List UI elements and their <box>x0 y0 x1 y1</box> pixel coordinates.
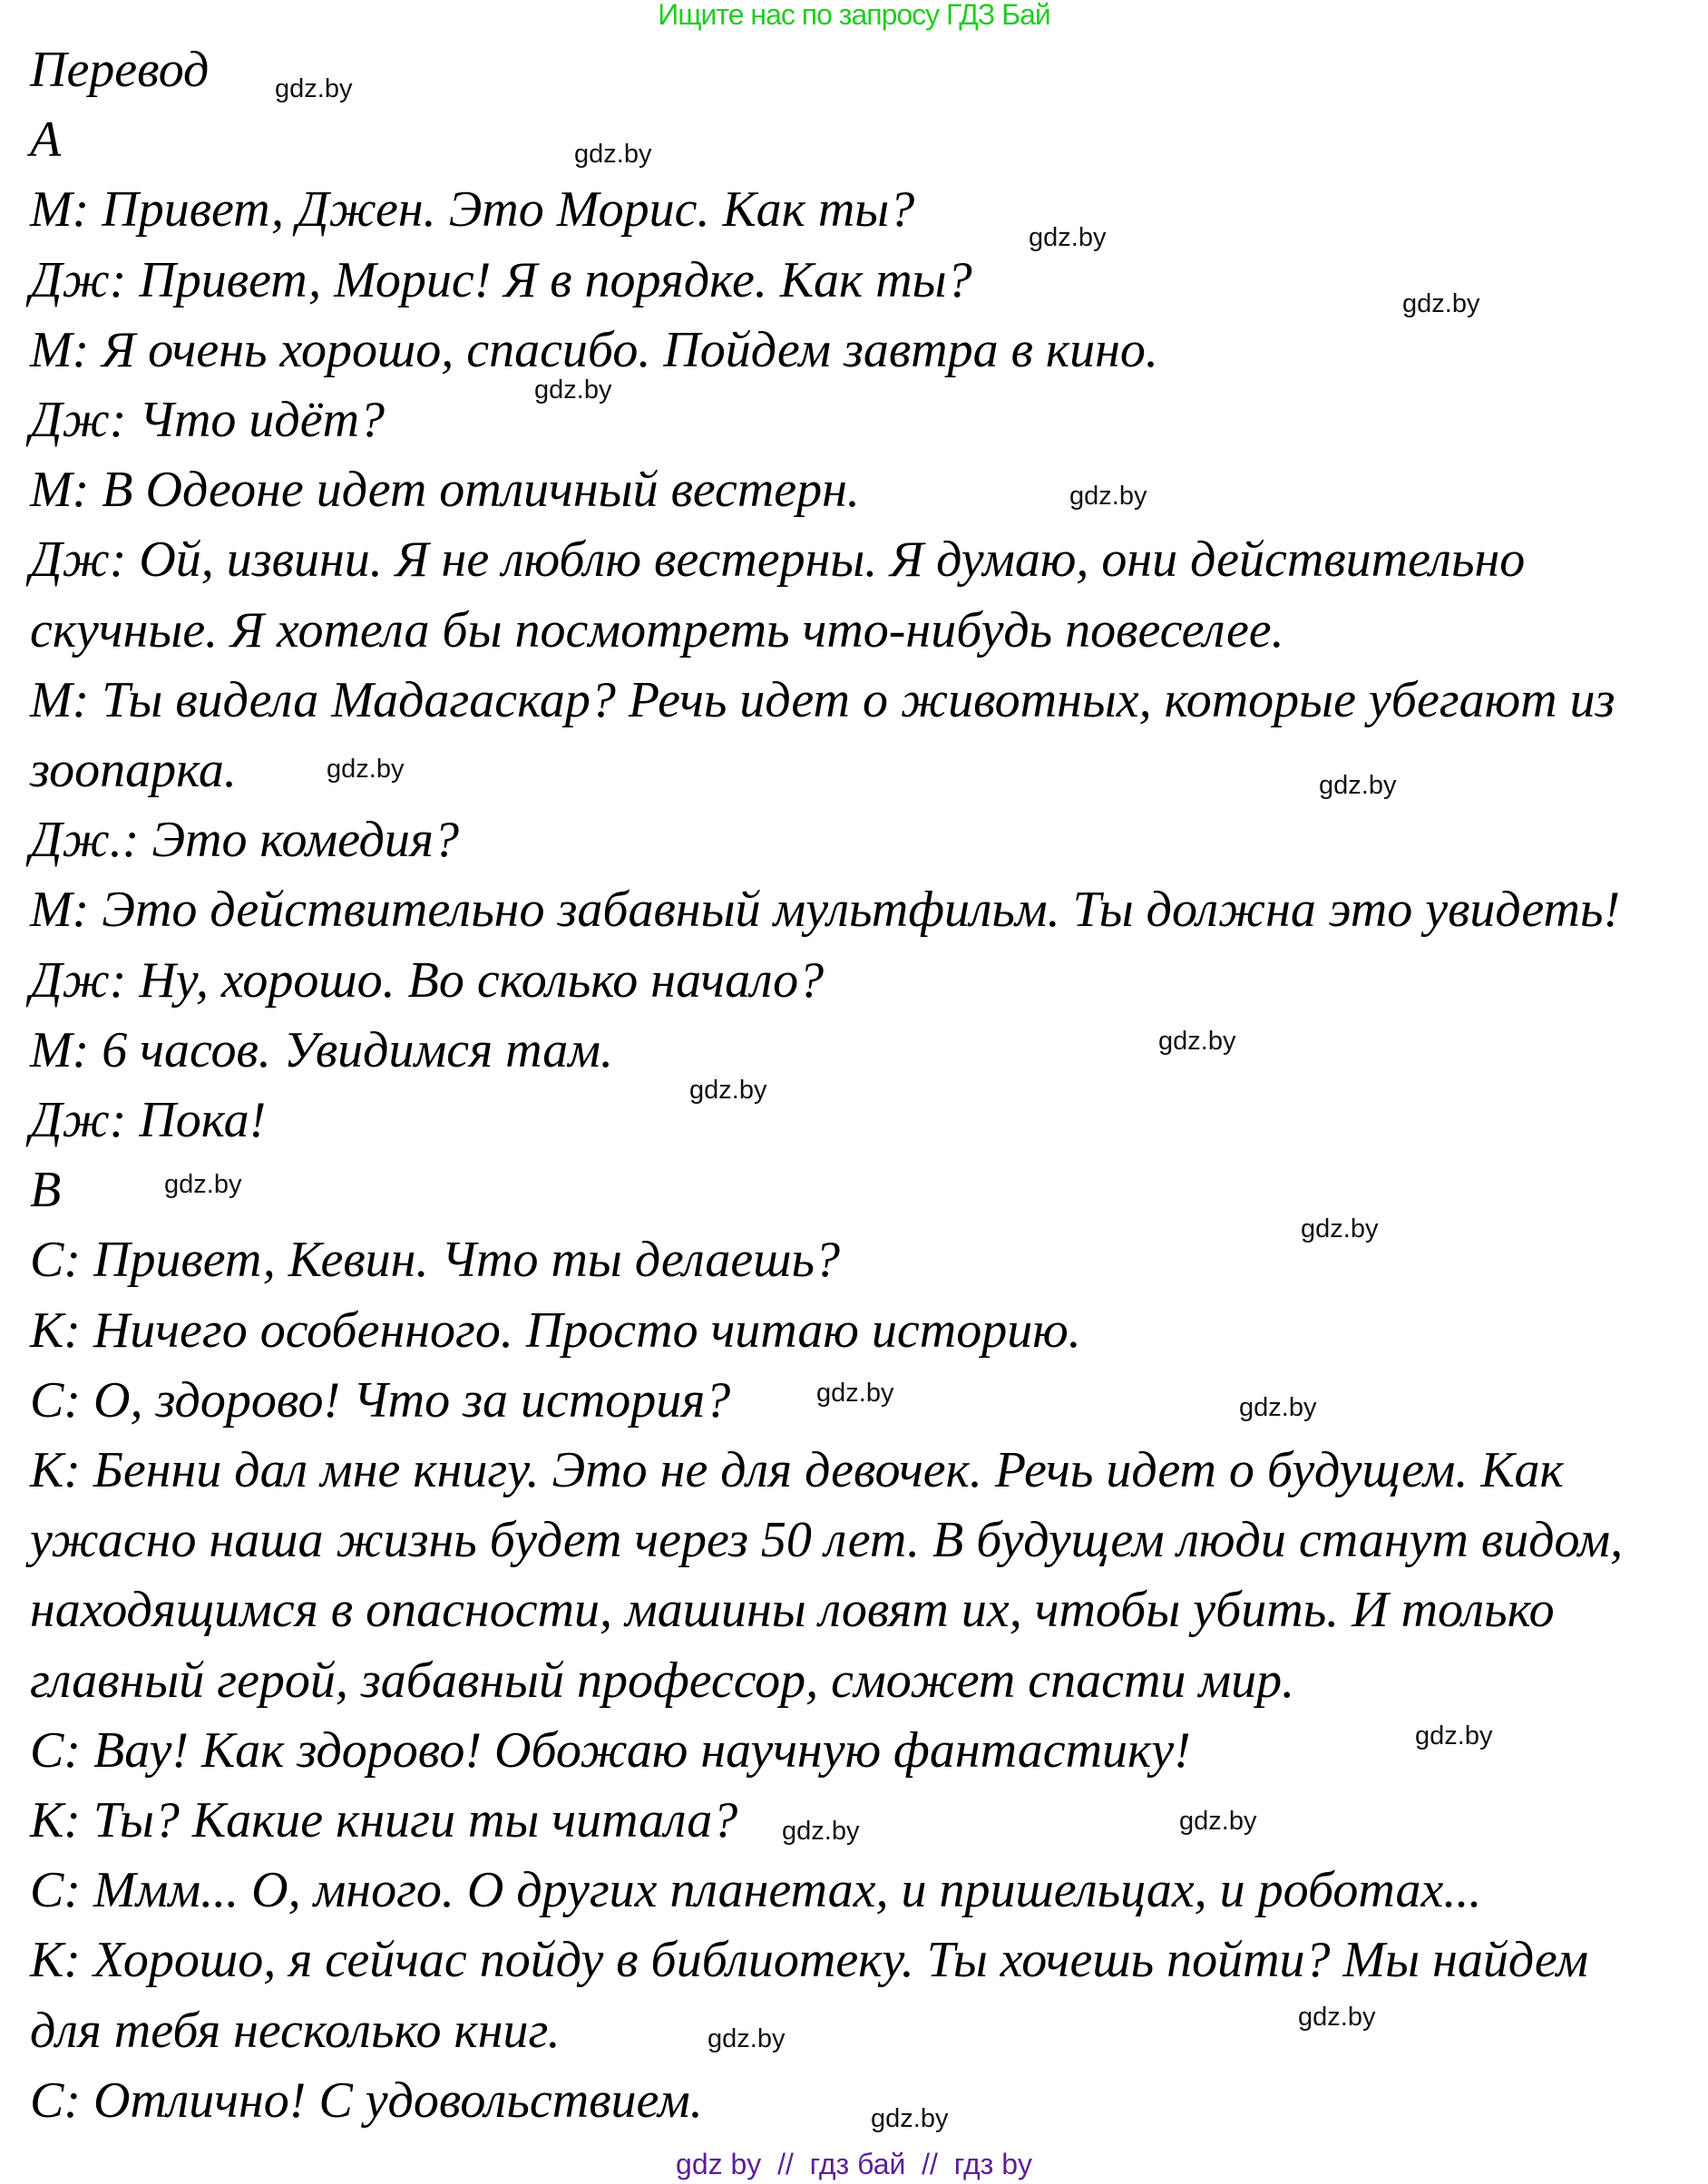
dialogue-line: К: Бенни дал мне книгу. Это не для девочек. Речь идет о будущем. Как <box>30 1442 1564 1498</box>
watermark: gdz.by <box>816 1379 894 1408</box>
watermark: gdz.by <box>164 1170 242 1199</box>
dialogue-line: скучные. Я хотела бы посмотреть что-нибудь повеселее. <box>30 601 1284 658</box>
dialogue-line: С: Ммм... О, много. О других планетах, и пришельцах, и роботах... <box>30 1862 1482 1919</box>
watermark: gdz.by <box>1319 771 1397 800</box>
dialogue-line: М: 6 часов. Увидимся там. <box>30 1021 613 1078</box>
dialogue-line: для тебя несколько книг. <box>30 2002 561 2059</box>
dialogue-line: находящимся в опасности, машины ловят их, чтобы убить. И только <box>30 1582 1555 1639</box>
watermark: gdz.by <box>534 375 612 405</box>
watermark: gdz.by <box>1179 1807 1257 1836</box>
watermark: gdz.by <box>1402 289 1480 318</box>
dialogue-line: М: В Одеоне идет отличный вестерн. <box>30 462 860 519</box>
watermark: gdz.by <box>327 755 405 784</box>
dialogue-line: К: Хорошо, я сейчас пойду в библиотеку. Ты хочешь пойти? Мы найдем <box>30 1932 1589 1989</box>
section-label: A <box>30 112 62 169</box>
dialogue-line: М: Ты видела Мадагаскар? Речь идет о животных, которые убегают из <box>30 671 1615 728</box>
watermark: gdz.by <box>1029 223 1107 252</box>
watermark: gdz.by <box>1158 1027 1236 1056</box>
watermark: gdz.by <box>275 74 353 103</box>
dialogue-line: М: Это действительно забавный мультфильм. Ты должна это увидеть! <box>30 882 1621 939</box>
dialogue-line: С: Привет, Кевин. Что ты делаешь? <box>30 1232 841 1289</box>
watermark: gdz.by <box>574 140 652 169</box>
page-title: Перевод <box>30 42 210 98</box>
watermark: gdz.by <box>1298 2003 1376 2032</box>
dialogue-line: К: Ничего особенного. Просто читаю историю. <box>30 1302 1081 1359</box>
watermark: gdz.by <box>708 2024 786 2053</box>
search-hint-banner: Ищите нас по запросу ГДЗ Бай <box>658 0 1050 31</box>
dialogue-line: Дж: Что идёт? <box>30 392 386 448</box>
dialogue-line: С: О, здорово! Что за история? <box>30 1371 731 1428</box>
dialogue-line: М: Я очень хорошо, спасибо. Пойдем завтра в кино. <box>30 321 1158 378</box>
dialogue-line: С: Отлично! С удовольствием. <box>30 2072 703 2129</box>
dialogue-line: Дж: Пока! <box>30 1092 267 1148</box>
dialogue-line: главный герой, забавный профессор, сможет спасти мир. <box>30 1652 1295 1709</box>
watermark: gdz.by <box>1239 1393 1317 1422</box>
dialogue-line: Дж: Ой, извини. Я не люблю вестерны. Я думаю, они действительно <box>30 531 1526 589</box>
watermark: gdz.by <box>1069 482 1147 511</box>
dialogue-line: М: Привет, Джен. Это Морис. Как ты? <box>30 181 915 239</box>
section-label: B <box>30 1162 62 1219</box>
dialogue-line: зоопарка. <box>30 742 237 798</box>
dialogue-line: К: Ты? Какие книги ты читала? <box>30 1792 738 1848</box>
footer-links[interactable]: gdz by // гдз бай // гдз by <box>676 2148 1032 2180</box>
dialogue-line: ужасно наша жизнь будет через 50 лет. В будущем люди станут видом, <box>30 1512 1624 1569</box>
dialogue-line: Дж: Привет, Морис! Я в порядке. Как ты? <box>30 251 972 308</box>
dialogue-line: Дж: Ну, хорошо. Во сколько начало? <box>30 951 825 1009</box>
watermark: gdz.by <box>1301 1214 1379 1243</box>
dialogue-line: Дж.: Это комедия? <box>30 812 459 869</box>
watermark: gdz.by <box>782 1817 860 1846</box>
watermark: gdz.by <box>689 1076 767 1105</box>
dialogue-line: С: Вау! Как здорово! Обожаю научную фантастику! <box>30 1721 1191 1779</box>
watermark: gdz.by <box>871 2104 949 2133</box>
watermark: gdz.by <box>1415 1721 1493 1750</box>
